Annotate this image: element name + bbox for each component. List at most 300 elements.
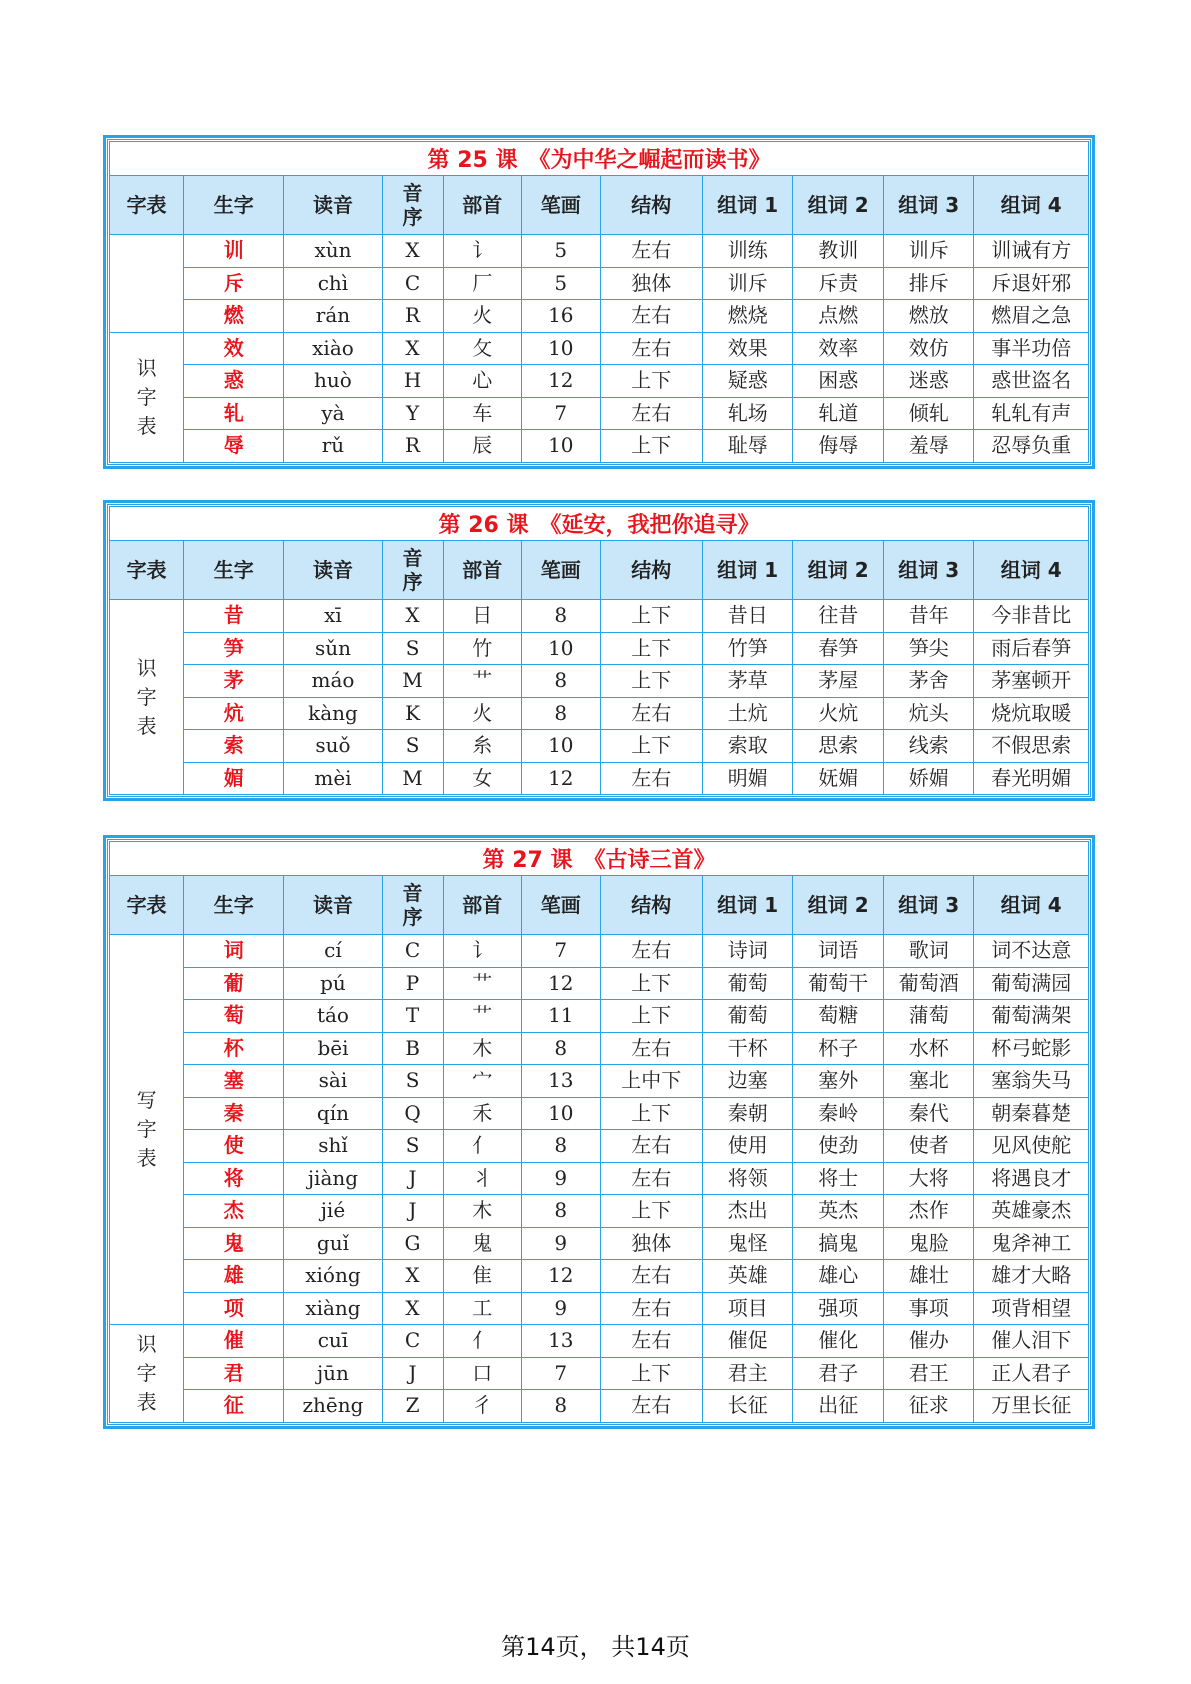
cell-word-2: 使劲 <box>793 1130 883 1163</box>
cell-character: 君 <box>184 1357 284 1390</box>
cell-radical: 隹 <box>443 1260 521 1293</box>
lesson-title: 第 25 课 《为中华之崛起而读书》 <box>110 142 1089 176</box>
cell-word-3: 杰作 <box>883 1195 973 1228</box>
lesson-27-table <box>103 835 1095 1429</box>
cell-word-3: 雄壮 <box>883 1260 973 1293</box>
cell-word-2: 往昔 <box>793 600 883 633</box>
cell-word-2: 茅屋 <box>793 665 883 698</box>
cell-word-3: 排斥 <box>883 267 973 300</box>
cell-initial: S <box>382 1130 443 1163</box>
cell-strokes: 10 <box>522 430 600 463</box>
header-col-word-4: 组词 4 <box>974 541 1089 600</box>
cell-word-3: 娇媚 <box>883 762 973 795</box>
cell-strokes: 8 <box>522 697 600 730</box>
cell-word-1: 催促 <box>703 1325 793 1358</box>
table-row <box>110 1357 1089 1390</box>
cell-word-4: 项背相望 <box>974 1292 1089 1325</box>
cell-structure: 左右 <box>600 1260 702 1293</box>
header-col-group: 字表 <box>110 176 184 235</box>
cell-word-3: 征求 <box>883 1390 973 1423</box>
group-label: 识 字 表 <box>110 600 184 795</box>
cell-word-3: 迷惑 <box>883 365 973 398</box>
cell-strokes: 10 <box>522 730 600 763</box>
cell-word-4: 事半功倍 <box>974 332 1089 365</box>
cell-structure: 左右 <box>600 235 702 268</box>
cell-word-4: 今非昔比 <box>974 600 1089 633</box>
header-col-character: 生字 <box>184 876 284 935</box>
cell-radical: 禾 <box>443 1097 521 1130</box>
cell-strokes: 8 <box>522 1195 600 1228</box>
cell-word-3: 水杯 <box>883 1032 973 1065</box>
cell-character: 使 <box>184 1130 284 1163</box>
cell-initial: M <box>382 665 443 698</box>
cell-initial: C <box>382 267 443 300</box>
cell-radical: 工 <box>443 1292 521 1325</box>
cell-word-1: 边塞 <box>703 1065 793 1098</box>
cell-word-1: 葡萄 <box>703 967 793 1000</box>
cell-character: 秦 <box>184 1097 284 1130</box>
cell-initial: R <box>382 430 443 463</box>
table-row <box>110 332 1089 365</box>
cell-character: 媚 <box>184 762 284 795</box>
cell-word-3: 事项 <box>883 1292 973 1325</box>
cell-structure: 上下 <box>600 730 702 763</box>
cell-character: 塞 <box>184 1065 284 1098</box>
cell-radical: 竹 <box>443 632 521 665</box>
table-row <box>110 300 1089 333</box>
cell-structure: 左右 <box>600 1292 702 1325</box>
group-label <box>110 235 184 333</box>
cell-initial: C <box>382 1325 443 1358</box>
cell-radical: 车 <box>443 397 521 430</box>
cell-word-2: 杯子 <box>793 1032 883 1065</box>
cell-pinyin: sài <box>284 1065 382 1098</box>
cell-pinyin: xiàng <box>284 1292 382 1325</box>
cell-word-2: 困惑 <box>793 365 883 398</box>
table-row <box>110 1325 1089 1358</box>
cell-initial: M <box>382 762 443 795</box>
cell-structure: 独体 <box>600 267 702 300</box>
cell-word-2: 葡萄干 <box>793 967 883 1000</box>
table-row <box>110 430 1089 463</box>
header-col-strokes: 笔画 <box>522 176 600 235</box>
cell-pinyin: bēi <box>284 1032 382 1065</box>
cell-structure: 上下 <box>600 967 702 1000</box>
cell-pinyin: xī <box>284 600 382 633</box>
cell-word-3: 大将 <box>883 1162 973 1195</box>
cell-character: 轧 <box>184 397 284 430</box>
lesson-title: 第 26 课 《延安，我把你追寻》 <box>110 507 1089 541</box>
cell-strokes: 10 <box>522 1097 600 1130</box>
table-row <box>110 1162 1089 1195</box>
cell-initial: G <box>382 1227 443 1260</box>
cell-character: 催 <box>184 1325 284 1358</box>
cell-word-1: 杰出 <box>703 1195 793 1228</box>
cell-radical: 亻 <box>443 1130 521 1163</box>
cell-pinyin: xùn <box>284 235 382 268</box>
table-row <box>110 1390 1089 1423</box>
cell-strokes: 16 <box>522 300 600 333</box>
cell-word-2: 点燃 <box>793 300 883 333</box>
cell-word-3: 秦代 <box>883 1097 973 1130</box>
header-col-word-4: 组词 4 <box>974 176 1089 235</box>
cell-pinyin: guǐ <box>284 1227 382 1260</box>
table-row <box>110 762 1089 795</box>
header-col-initial: 音序 <box>382 176 443 235</box>
cell-word-3: 倾轧 <box>883 397 973 430</box>
cell-word-4: 见风使舵 <box>974 1130 1089 1163</box>
header-col-radical: 部首 <box>443 876 521 935</box>
cell-structure: 左右 <box>600 762 702 795</box>
cell-structure: 左右 <box>600 300 702 333</box>
cell-character: 茅 <box>184 665 284 698</box>
cell-radical: 火 <box>443 300 521 333</box>
cell-word-4: 朝秦暮楚 <box>974 1097 1089 1130</box>
cell-pinyin: jūn <box>284 1357 382 1390</box>
cell-pinyin: máo <box>284 665 382 698</box>
cell-pinyin: huò <box>284 365 382 398</box>
cell-structure: 左右 <box>600 1390 702 1423</box>
cell-strokes: 10 <box>522 632 600 665</box>
table-row <box>110 935 1089 968</box>
header-col-word-1: 组词 1 <box>703 176 793 235</box>
table-row <box>110 632 1089 665</box>
cell-pinyin: shǐ <box>284 1130 382 1163</box>
cell-word-2: 侮辱 <box>793 430 883 463</box>
cell-word-4: 词不达意 <box>974 935 1089 968</box>
cell-character: 索 <box>184 730 284 763</box>
header-col-radical: 部首 <box>443 541 521 600</box>
cell-word-4: 斥退奸邪 <box>974 267 1089 300</box>
cell-initial: X <box>382 1260 443 1293</box>
header-col-strokes: 笔画 <box>522 541 600 600</box>
cell-word-1: 土炕 <box>703 697 793 730</box>
cell-word-2: 英杰 <box>793 1195 883 1228</box>
group-label: 识 字 表 <box>110 332 184 462</box>
table-row <box>110 235 1089 268</box>
cell-structure: 上下 <box>600 1097 702 1130</box>
table-row <box>110 697 1089 730</box>
cell-radical: 宀 <box>443 1065 521 1098</box>
cell-structure: 上下 <box>600 600 702 633</box>
cell-radical: 艹 <box>443 1000 521 1033</box>
cell-word-2: 思索 <box>793 730 883 763</box>
cell-structure: 上中下 <box>600 1065 702 1098</box>
table-row <box>110 967 1089 1000</box>
cell-character: 词 <box>184 935 284 968</box>
cell-word-4: 雄才大略 <box>974 1260 1089 1293</box>
lesson-title: 第 27 课 《古诗三首》 <box>110 842 1089 876</box>
cell-word-4: 葡萄满架 <box>974 1000 1089 1033</box>
cell-initial: Y <box>382 397 443 430</box>
cell-strokes: 5 <box>522 235 600 268</box>
cell-pinyin: kàng <box>284 697 382 730</box>
cell-initial: T <box>382 1000 443 1033</box>
cell-structure: 左右 <box>600 1130 702 1163</box>
cell-initial: X <box>382 1292 443 1325</box>
cell-structure: 上下 <box>600 1357 702 1390</box>
cell-word-1: 干杯 <box>703 1032 793 1065</box>
cell-pinyin: mèi <box>284 762 382 795</box>
cell-structure: 上下 <box>600 665 702 698</box>
cell-word-1: 竹笋 <box>703 632 793 665</box>
cell-initial: J <box>382 1162 443 1195</box>
cell-initial: S <box>382 632 443 665</box>
header-col-character: 生字 <box>184 541 284 600</box>
cell-pinyin: xióng <box>284 1260 382 1293</box>
cell-word-4: 燃眉之急 <box>974 300 1089 333</box>
cell-word-4: 忍辱负重 <box>974 430 1089 463</box>
table-row <box>110 365 1089 398</box>
cell-word-3: 使者 <box>883 1130 973 1163</box>
cell-initial: R <box>382 300 443 333</box>
cell-strokes: 7 <box>522 1357 600 1390</box>
cell-word-4: 催人泪下 <box>974 1325 1089 1358</box>
cell-pinyin: chì <box>284 267 382 300</box>
cell-initial: X <box>382 332 443 365</box>
cell-word-2: 轧道 <box>793 397 883 430</box>
cell-word-4: 杯弓蛇影 <box>974 1032 1089 1065</box>
cell-word-2: 催化 <box>793 1325 883 1358</box>
cell-radical: 心 <box>443 365 521 398</box>
header-col-group: 字表 <box>110 541 184 600</box>
cell-initial: X <box>382 235 443 268</box>
cell-character: 燃 <box>184 300 284 333</box>
cell-word-3: 蒲萄 <box>883 1000 973 1033</box>
header-col-structure: 结构 <box>600 541 702 600</box>
cell-structure: 左右 <box>600 935 702 968</box>
cell-initial: P <box>382 967 443 1000</box>
header-col-word-3: 组词 3 <box>883 176 973 235</box>
cell-word-2: 塞外 <box>793 1065 883 1098</box>
table-row <box>110 1000 1089 1033</box>
cell-initial: Z <box>382 1390 443 1423</box>
cell-initial: K <box>382 697 443 730</box>
cell-word-4: 葡萄满园 <box>974 967 1089 1000</box>
cell-character: 杰 <box>184 1195 284 1228</box>
cell-word-3: 歌词 <box>883 935 973 968</box>
cell-word-3: 催办 <box>883 1325 973 1358</box>
cell-strokes: 8 <box>522 600 600 633</box>
table-row <box>110 600 1089 633</box>
cell-word-1: 茅草 <box>703 665 793 698</box>
cell-word-1: 英雄 <box>703 1260 793 1293</box>
cell-word-2: 搞鬼 <box>793 1227 883 1260</box>
cell-word-1: 君主 <box>703 1357 793 1390</box>
cell-word-2: 妩媚 <box>793 762 883 795</box>
lesson-table <box>109 841 1089 1423</box>
cell-structure: 上下 <box>600 1195 702 1228</box>
table-row <box>110 730 1089 763</box>
header-col-group: 字表 <box>110 876 184 935</box>
cell-word-1: 诗词 <box>703 935 793 968</box>
header-col-word-3: 组词 3 <box>883 541 973 600</box>
group-label: 写 字 表 <box>110 935 184 1325</box>
lesson-25-table <box>103 135 1095 469</box>
cell-strokes: 9 <box>522 1162 600 1195</box>
cell-word-4: 万里长征 <box>974 1390 1089 1423</box>
cell-character: 葡 <box>184 967 284 1000</box>
cell-word-4: 轧轧有声 <box>974 397 1089 430</box>
header-col-structure: 结构 <box>600 176 702 235</box>
cell-character: 征 <box>184 1390 284 1423</box>
cell-word-2: 秦岭 <box>793 1097 883 1130</box>
cell-character: 笋 <box>184 632 284 665</box>
cell-character: 效 <box>184 332 284 365</box>
cell-word-1: 疑惑 <box>703 365 793 398</box>
lesson-26-table <box>103 500 1095 801</box>
cell-strokes: 8 <box>522 1032 600 1065</box>
cell-structure: 左右 <box>600 1032 702 1065</box>
cell-pinyin: rǔ <box>284 430 382 463</box>
table-row <box>110 267 1089 300</box>
cell-strokes: 9 <box>522 1292 600 1325</box>
cell-structure: 上下 <box>600 365 702 398</box>
cell-word-4: 鬼斧神工 <box>974 1227 1089 1260</box>
cell-pinyin: cí <box>284 935 382 968</box>
cell-word-4: 英雄豪杰 <box>974 1195 1089 1228</box>
cell-pinyin: yà <box>284 397 382 430</box>
header-col-word-3: 组词 3 <box>883 876 973 935</box>
cell-pinyin: jié <box>284 1195 382 1228</box>
header-col-initial: 音序 <box>382 541 443 600</box>
cell-word-3: 昔年 <box>883 600 973 633</box>
cell-structure: 左右 <box>600 697 702 730</box>
cell-radical: 厂 <box>443 267 521 300</box>
cell-word-2: 词语 <box>793 935 883 968</box>
table-row <box>110 1097 1089 1130</box>
page-footer: 第14页， 共14页 <box>501 1633 690 1661</box>
cell-radical: 艹 <box>443 967 521 1000</box>
cell-word-3: 燃放 <box>883 300 973 333</box>
cell-word-1: 明媚 <box>703 762 793 795</box>
cell-strokes: 13 <box>522 1065 600 1098</box>
table-row <box>110 665 1089 698</box>
cell-word-2: 出征 <box>793 1390 883 1423</box>
cell-radical: 攵 <box>443 332 521 365</box>
cell-word-3: 训斥 <box>883 235 973 268</box>
cell-pinyin: suǒ <box>284 730 382 763</box>
cell-radical: 火 <box>443 697 521 730</box>
header-col-pinyin: 读音 <box>284 541 382 600</box>
cell-word-4: 塞翁失马 <box>974 1065 1089 1098</box>
cell-word-1: 昔日 <box>703 600 793 633</box>
cell-word-1: 使用 <box>703 1130 793 1163</box>
cell-word-1: 长征 <box>703 1390 793 1423</box>
table-row <box>110 1227 1089 1260</box>
cell-word-1: 索取 <box>703 730 793 763</box>
cell-word-1: 效果 <box>703 332 793 365</box>
header-col-word-2: 组词 2 <box>793 176 883 235</box>
cell-word-4: 春光明媚 <box>974 762 1089 795</box>
cell-word-3: 葡萄酒 <box>883 967 973 1000</box>
cell-strokes: 8 <box>522 665 600 698</box>
header-col-word-2: 组词 2 <box>793 541 883 600</box>
cell-strokes: 11 <box>522 1000 600 1033</box>
cell-radical: 讠 <box>443 935 521 968</box>
cell-word-1: 项目 <box>703 1292 793 1325</box>
cell-pinyin: táo <box>284 1000 382 1033</box>
header-col-initial: 音序 <box>382 876 443 935</box>
cell-character: 惑 <box>184 365 284 398</box>
cell-strokes: 7 <box>522 935 600 968</box>
cell-word-4: 正人君子 <box>974 1357 1089 1390</box>
cell-strokes: 12 <box>522 1260 600 1293</box>
cell-strokes: 12 <box>522 967 600 1000</box>
cell-radical: 鬼 <box>443 1227 521 1260</box>
cell-structure: 上下 <box>600 430 702 463</box>
cell-pinyin: pú <box>284 967 382 1000</box>
table-row <box>110 1032 1089 1065</box>
cell-pinyin: cuī <box>284 1325 382 1358</box>
cell-word-1: 鬼怪 <box>703 1227 793 1260</box>
cell-radical: 讠 <box>443 235 521 268</box>
group-label: 识 字 表 <box>110 1325 184 1423</box>
cell-initial: X <box>382 600 443 633</box>
cell-word-1: 耻辱 <box>703 430 793 463</box>
cell-word-2: 斥责 <box>793 267 883 300</box>
cell-word-2: 君子 <box>793 1357 883 1390</box>
cell-structure: 左右 <box>600 397 702 430</box>
table-row <box>110 1065 1089 1098</box>
cell-word-1: 秦朝 <box>703 1097 793 1130</box>
cell-strokes: 9 <box>522 1227 600 1260</box>
table-row <box>110 1260 1089 1293</box>
cell-initial: J <box>382 1357 443 1390</box>
cell-strokes: 5 <box>522 267 600 300</box>
header-col-radical: 部首 <box>443 176 521 235</box>
lesson-table <box>109 141 1089 463</box>
cell-word-1: 训斥 <box>703 267 793 300</box>
cell-word-3: 君王 <box>883 1357 973 1390</box>
cell-word-4: 训诫有方 <box>974 235 1089 268</box>
cell-initial: S <box>382 730 443 763</box>
cell-word-1: 葡萄 <box>703 1000 793 1033</box>
header-col-word-4: 组词 4 <box>974 876 1089 935</box>
cell-word-2: 雄心 <box>793 1260 883 1293</box>
cell-radical: 女 <box>443 762 521 795</box>
cell-structure: 独体 <box>600 1227 702 1260</box>
cell-word-4: 将遇良才 <box>974 1162 1089 1195</box>
cell-word-3: 线索 <box>883 730 973 763</box>
cell-radical: 艹 <box>443 665 521 698</box>
cell-word-3: 塞北 <box>883 1065 973 1098</box>
cell-strokes: 12 <box>522 762 600 795</box>
cell-pinyin: sǔn <box>284 632 382 665</box>
cell-radical: 丬 <box>443 1162 521 1195</box>
cell-pinyin: rán <box>284 300 382 333</box>
cell-radical: 辰 <box>443 430 521 463</box>
cell-word-1: 轧场 <box>703 397 793 430</box>
cell-character: 昔 <box>184 600 284 633</box>
cell-structure: 上下 <box>600 1000 702 1033</box>
cell-word-4: 不假思索 <box>974 730 1089 763</box>
table-row <box>110 1195 1089 1228</box>
cell-radical: 彳 <box>443 1390 521 1423</box>
cell-strokes: 8 <box>522 1390 600 1423</box>
cell-pinyin: qín <box>284 1097 382 1130</box>
table-row <box>110 397 1089 430</box>
table-row <box>110 1292 1089 1325</box>
cell-character: 杯 <box>184 1032 284 1065</box>
cell-word-1: 燃烧 <box>703 300 793 333</box>
cell-radical: 亻 <box>443 1325 521 1358</box>
cell-radical: 日 <box>443 600 521 633</box>
cell-character: 项 <box>184 1292 284 1325</box>
cell-word-2: 火炕 <box>793 697 883 730</box>
cell-radical: 糸 <box>443 730 521 763</box>
cell-strokes: 10 <box>522 332 600 365</box>
